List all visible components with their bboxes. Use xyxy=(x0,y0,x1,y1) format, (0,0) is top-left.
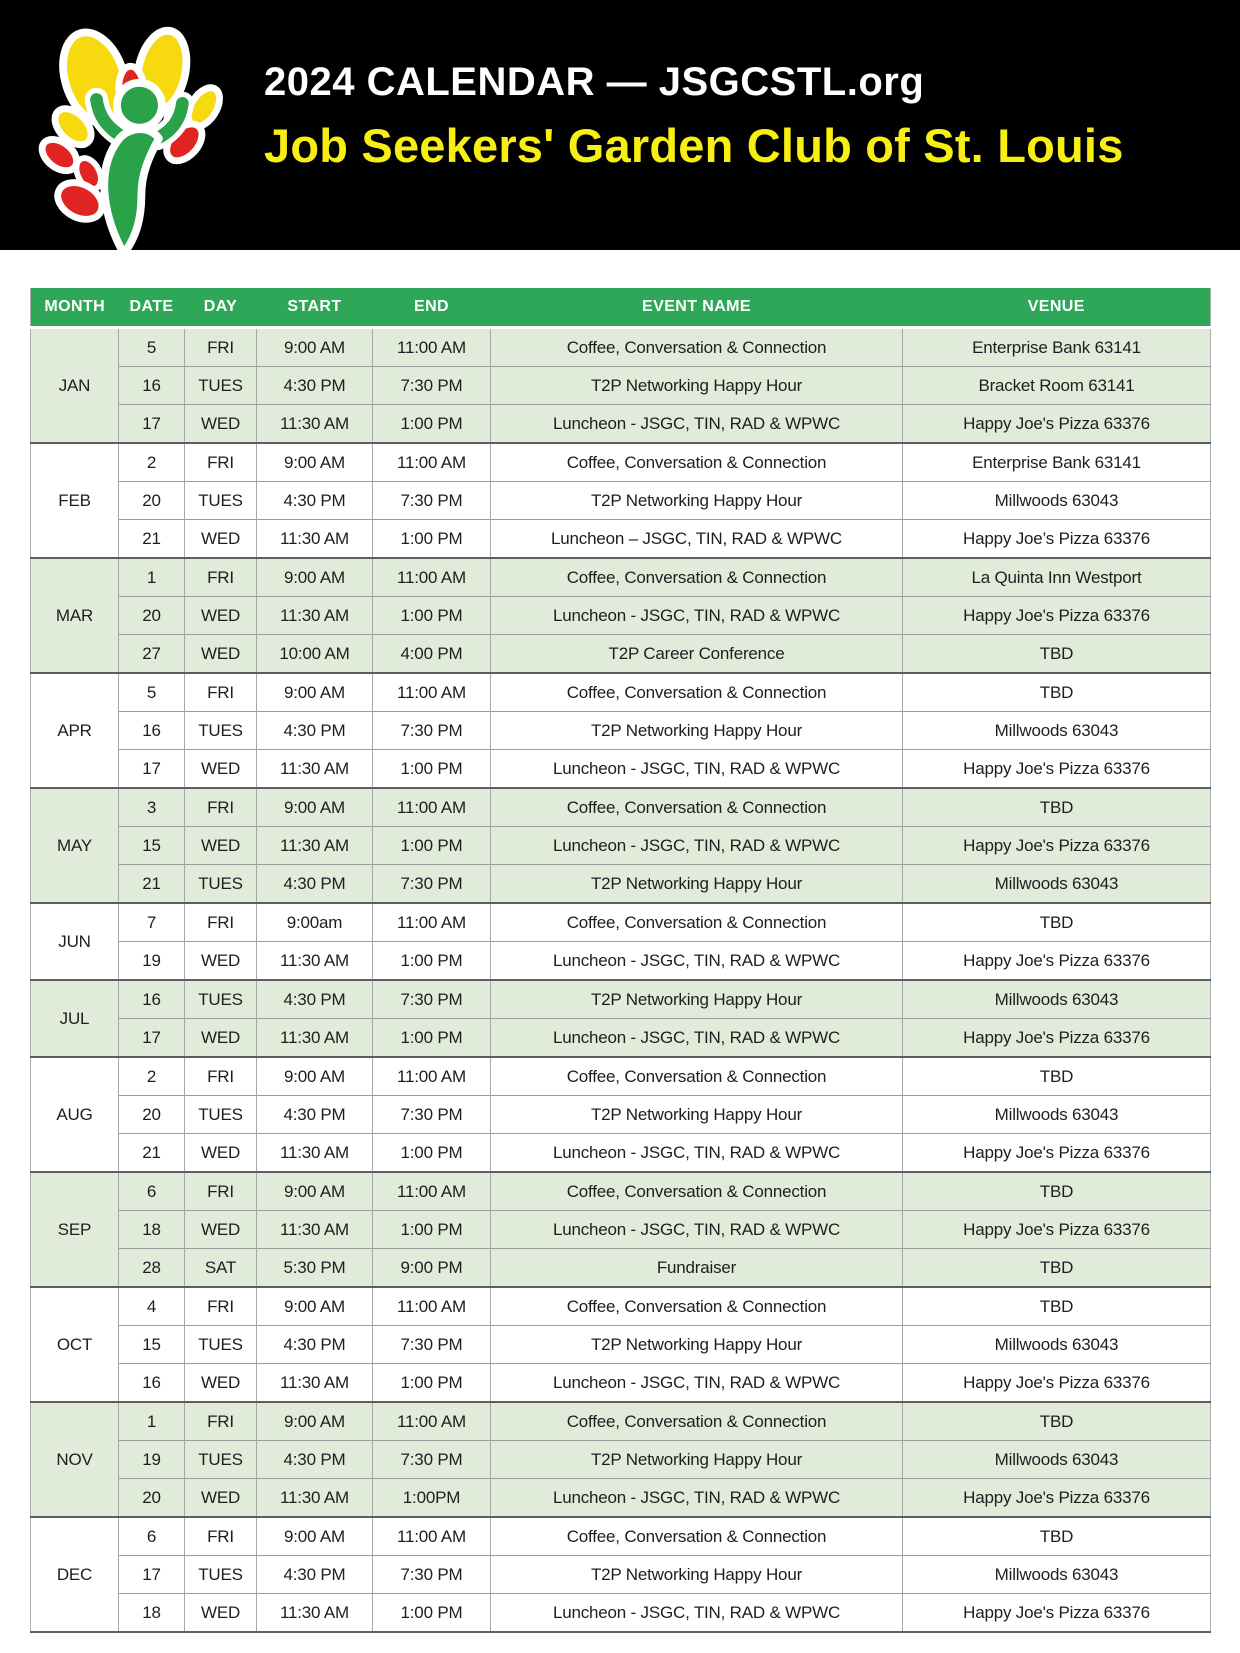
cell-day: FRI xyxy=(185,1172,257,1211)
event-row xyxy=(31,712,1211,750)
cell-venue: TBD xyxy=(903,903,1211,942)
cell-start: 11:30 AM xyxy=(257,1134,373,1173)
cell-end: 11:00 AM xyxy=(373,558,491,597)
cell-date: 17 xyxy=(119,1556,185,1594)
month-cell: MAR xyxy=(31,558,119,673)
col-header-event-name: EVENT NAME xyxy=(491,288,903,328)
banner-text xyxy=(264,60,1124,172)
cell-event: Coffee, Conversation & Connection xyxy=(491,1172,903,1211)
cell-event: Coffee, Conversation & Connection xyxy=(491,558,903,597)
cell-start: 11:30 AM xyxy=(257,750,373,789)
cell-date: 17 xyxy=(119,405,185,444)
cell-end: 1:00 PM xyxy=(373,1594,491,1633)
cell-event: Luncheon - JSGC, TIN, RAD & WPWC xyxy=(491,827,903,865)
cell-event: Coffee, Conversation & Connection xyxy=(491,328,903,367)
cell-start: 5:30 PM xyxy=(257,1249,373,1288)
cell-date: 7 xyxy=(119,903,185,942)
cell-day: FRI xyxy=(185,558,257,597)
cell-date: 18 xyxy=(119,1594,185,1633)
cell-event: Coffee, Conversation & Connection xyxy=(491,903,903,942)
cell-day: FRI xyxy=(185,1402,257,1441)
cell-venue: TBD xyxy=(903,1172,1211,1211)
cell-end: 11:00 AM xyxy=(373,788,491,827)
cell-end: 11:00 AM xyxy=(373,1057,491,1096)
cell-venue: TBD xyxy=(903,1057,1211,1096)
cell-day: WED xyxy=(185,750,257,789)
cell-start: 4:30 PM xyxy=(257,865,373,904)
cell-date: 20 xyxy=(119,1096,185,1134)
cell-event: T2P Networking Happy Hour xyxy=(491,1556,903,1594)
month-cell: JAN xyxy=(31,328,119,444)
page-subtitle: Job Seekers' Garden Club of St. Louis xyxy=(264,119,1124,172)
cell-venue: TBD xyxy=(903,1402,1211,1441)
cell-day: WED xyxy=(185,827,257,865)
cell-day: FRI xyxy=(185,1517,257,1556)
cell-venue: Happy Joe's Pizza 63376 xyxy=(903,1211,1211,1249)
cell-event: T2P Networking Happy Hour xyxy=(491,1096,903,1134)
month-cell: JUN xyxy=(31,903,119,980)
cell-date: 16 xyxy=(119,1364,185,1403)
cell-date: 18 xyxy=(119,1211,185,1249)
cell-end: 1:00 PM xyxy=(373,750,491,789)
cell-start: 11:30 AM xyxy=(257,597,373,635)
cell-date: 6 xyxy=(119,1172,185,1211)
cell-end: 1:00 PM xyxy=(373,405,491,444)
cell-venue: Happy Joe’s Pizza 63376 xyxy=(903,520,1211,559)
page-title: 2024 CALENDAR — JSGCSTL.org xyxy=(264,60,925,104)
cell-start: 9:00 AM xyxy=(257,788,373,827)
cell-start: 4:30 PM xyxy=(257,1096,373,1134)
cell-start: 9:00 AM xyxy=(257,443,373,482)
cell-date: 15 xyxy=(119,827,185,865)
cell-venue: TBD xyxy=(903,1517,1211,1556)
cell-start: 10:00 AM xyxy=(257,635,373,674)
cell-venue: Happy Joe's Pizza 63376 xyxy=(903,1019,1211,1058)
banner xyxy=(0,0,1240,250)
cell-start: 11:30 AM xyxy=(257,520,373,559)
event-row xyxy=(31,865,1211,904)
event-row xyxy=(31,1364,1211,1403)
cell-end: 1:00 PM xyxy=(373,1134,491,1173)
cell-day: FRI xyxy=(185,1057,257,1096)
cell-date: 19 xyxy=(119,942,185,981)
cell-day: TUES xyxy=(185,482,257,520)
event-row xyxy=(31,1019,1211,1058)
cell-end: 11:00 AM xyxy=(373,1287,491,1326)
cell-event: Coffee, Conversation & Connection xyxy=(491,1057,903,1096)
cell-end: 7:30 PM xyxy=(373,1326,491,1364)
cell-day: WED xyxy=(185,1364,257,1403)
cell-end: 1:00 PM xyxy=(373,1019,491,1058)
event-row xyxy=(31,1517,1211,1556)
event-row xyxy=(31,1479,1211,1518)
cell-day: FRI xyxy=(185,1287,257,1326)
cell-end: 1:00PM xyxy=(373,1479,491,1518)
cell-venue: Millwoods 63043 xyxy=(903,865,1211,904)
cell-date: 5 xyxy=(119,673,185,712)
cell-venue: Millwoods 63043 xyxy=(903,1556,1211,1594)
month-cell: FEB xyxy=(31,443,119,558)
cell-day: WED xyxy=(185,942,257,981)
cell-event: Luncheon - JSGC, TIN, RAD & WPWC xyxy=(491,1211,903,1249)
cell-event: Coffee, Conversation & Connection xyxy=(491,673,903,712)
cell-day: SAT xyxy=(185,1249,257,1288)
cell-date: 2 xyxy=(119,1057,185,1096)
cell-event: Luncheon - JSGC, TIN, RAD & WPWC xyxy=(491,1479,903,1518)
cell-day: WED xyxy=(185,1479,257,1518)
event-row xyxy=(31,443,1211,482)
cell-date: 21 xyxy=(119,520,185,559)
month-cell: OCT xyxy=(31,1287,119,1402)
cell-day: TUES xyxy=(185,367,257,405)
cell-venue: Millwoods 63043 xyxy=(903,1441,1211,1479)
cell-event: T2P Career Conference xyxy=(491,635,903,674)
cell-start: 4:30 PM xyxy=(257,712,373,750)
cell-end: 11:00 AM xyxy=(373,1517,491,1556)
event-row xyxy=(31,1402,1211,1441)
cell-event: Luncheon - JSGC, TIN, RAD & WPWC xyxy=(491,942,903,981)
cell-venue: Millwoods 63043 xyxy=(903,482,1211,520)
cell-venue: Enterprise Bank 63141 xyxy=(903,328,1211,367)
cell-end: 7:30 PM xyxy=(373,367,491,405)
event-row xyxy=(31,1172,1211,1211)
cell-date: 19 xyxy=(119,1441,185,1479)
col-header-venue: VENUE xyxy=(903,288,1211,328)
month-cell: NOV xyxy=(31,1402,119,1517)
event-row xyxy=(31,367,1211,405)
month-cell: JUL xyxy=(31,980,119,1057)
cell-end: 1:00 PM xyxy=(373,597,491,635)
cell-event: Coffee, Conversation & Connection xyxy=(491,443,903,482)
cell-date: 20 xyxy=(119,1479,185,1518)
cell-venue: TBD xyxy=(903,788,1211,827)
cell-event: Coffee, Conversation & Connection xyxy=(491,1402,903,1441)
cell-venue: Happy Joe's Pizza 63376 xyxy=(903,1134,1211,1173)
event-row xyxy=(31,750,1211,789)
col-header-end: END xyxy=(373,288,491,328)
cell-end: 7:30 PM xyxy=(373,482,491,520)
cell-day: WED xyxy=(185,1211,257,1249)
cell-start: 9:00 AM xyxy=(257,1402,373,1441)
cell-start: 4:30 PM xyxy=(257,482,373,520)
cell-day: WED xyxy=(185,635,257,674)
cell-venue: Happy Joe's Pizza 63376 xyxy=(903,827,1211,865)
cell-start: 11:30 AM xyxy=(257,1211,373,1249)
cell-venue: Millwoods 63043 xyxy=(903,712,1211,750)
cell-start: 11:30 AM xyxy=(257,1019,373,1058)
cell-event: T2P Networking Happy Hour xyxy=(491,482,903,520)
cell-date: 21 xyxy=(119,1134,185,1173)
cell-end: 7:30 PM xyxy=(373,1556,491,1594)
cell-event: Coffee, Conversation & Connection xyxy=(491,788,903,827)
cell-day: TUES xyxy=(185,1326,257,1364)
cell-date: 28 xyxy=(119,1249,185,1288)
cell-event: Fundraiser xyxy=(491,1249,903,1288)
cell-end: 7:30 PM xyxy=(373,712,491,750)
cell-start: 9:00 AM xyxy=(257,673,373,712)
cell-event: Coffee, Conversation & Connection xyxy=(491,1287,903,1326)
event-row xyxy=(31,635,1211,674)
cell-day: TUES xyxy=(185,1556,257,1594)
cell-event: Luncheon - JSGC, TIN, RAD & WPWC xyxy=(491,597,903,635)
cell-venue: TBD xyxy=(903,1287,1211,1326)
cell-day: FRI xyxy=(185,903,257,942)
event-row xyxy=(31,405,1211,444)
cell-venue: Millwoods 63043 xyxy=(903,1326,1211,1364)
cell-event: Luncheon - JSGC, TIN, RAD & WPWC xyxy=(491,1364,903,1403)
cell-venue: Millwoods 63043 xyxy=(903,1096,1211,1134)
cell-date: 20 xyxy=(119,482,185,520)
event-row xyxy=(31,520,1211,559)
cell-start: 11:30 AM xyxy=(257,827,373,865)
table-header-row xyxy=(31,288,1211,328)
cell-venue: Happy Joe's Pizza 63376 xyxy=(903,1479,1211,1518)
cell-venue: Happy Joe's Pizza 63376 xyxy=(903,942,1211,981)
cell-date: 15 xyxy=(119,1326,185,1364)
cell-end: 11:00 AM xyxy=(373,443,491,482)
cell-event: T2P Networking Happy Hour xyxy=(491,1441,903,1479)
event-row xyxy=(31,1287,1211,1326)
cell-venue: Millwoods 63043 xyxy=(903,980,1211,1019)
cell-start: 11:30 AM xyxy=(257,405,373,444)
event-row xyxy=(31,1211,1211,1249)
cell-venue: La Quinta Inn Westport xyxy=(903,558,1211,597)
cell-start: 11:30 AM xyxy=(257,942,373,981)
cell-day: WED xyxy=(185,1594,257,1633)
col-header-day: DAY xyxy=(185,288,257,328)
cell-date: 3 xyxy=(119,788,185,827)
cell-date: 17 xyxy=(119,1019,185,1058)
cell-day: TUES xyxy=(185,1441,257,1479)
cell-end: 1:00 PM xyxy=(373,520,491,559)
event-row xyxy=(31,788,1211,827)
event-row xyxy=(31,1556,1211,1594)
event-row xyxy=(31,942,1211,981)
cell-event: T2P Networking Happy Hour xyxy=(491,1326,903,1364)
cell-end: 7:30 PM xyxy=(373,1441,491,1479)
cell-day: WED xyxy=(185,1019,257,1058)
cell-start: 9:00 AM xyxy=(257,1517,373,1556)
cell-date: 16 xyxy=(119,980,185,1019)
cell-start: 11:30 AM xyxy=(257,1479,373,1518)
cell-event: Luncheon – JSGC, TIN, RAD & WPWC xyxy=(491,520,903,559)
event-row xyxy=(31,482,1211,520)
cell-date: 21 xyxy=(119,865,185,904)
month-cell: APR xyxy=(31,673,119,788)
cell-start: 9:00 AM xyxy=(257,328,373,367)
flower-person-logo-icon xyxy=(34,16,239,258)
cell-event: Luncheon - JSGC, TIN, RAD & WPWC xyxy=(491,750,903,789)
cell-venue: Bracket Room 63141 xyxy=(903,367,1211,405)
cell-date: 1 xyxy=(119,558,185,597)
cell-end: 1:00 PM xyxy=(373,1211,491,1249)
cell-venue: TBD xyxy=(903,1249,1211,1288)
calendar-table xyxy=(30,288,1211,1633)
cell-event: Coffee, Conversation & Connection xyxy=(491,1517,903,1556)
event-row xyxy=(31,328,1211,367)
col-header-start: START xyxy=(257,288,373,328)
cell-start: 9:00am xyxy=(257,903,373,942)
cell-event: Luncheon - JSGC, TIN, RAD & WPWC xyxy=(491,1134,903,1173)
event-row xyxy=(31,597,1211,635)
cell-end: 7:30 PM xyxy=(373,865,491,904)
cell-day: TUES xyxy=(185,865,257,904)
cell-start: 4:30 PM xyxy=(257,1326,373,1364)
cell-event: Luncheon - JSGC, TIN, RAD & WPWC xyxy=(491,1019,903,1058)
cell-event: T2P Networking Happy Hour xyxy=(491,865,903,904)
cell-day: FRI xyxy=(185,443,257,482)
cell-start: 4:30 PM xyxy=(257,1556,373,1594)
event-row xyxy=(31,1249,1211,1288)
event-row xyxy=(31,1057,1211,1096)
cell-day: TUES xyxy=(185,1096,257,1134)
month-cell: MAY xyxy=(31,788,119,903)
cell-day: WED xyxy=(185,520,257,559)
month-cell: AUG xyxy=(31,1057,119,1172)
event-row xyxy=(31,673,1211,712)
cell-end: 4:00 PM xyxy=(373,635,491,674)
cell-day: TUES xyxy=(185,980,257,1019)
cell-start: 9:00 AM xyxy=(257,1057,373,1096)
cell-event: T2P Networking Happy Hour xyxy=(491,980,903,1019)
cell-day: FRI xyxy=(185,673,257,712)
event-row xyxy=(31,1326,1211,1364)
cell-start: 9:00 AM xyxy=(257,558,373,597)
cell-date: 5 xyxy=(119,328,185,367)
cell-venue: Happy Joe's Pizza 63376 xyxy=(903,750,1211,789)
cell-venue: TBD xyxy=(903,635,1211,674)
month-cell: DEC xyxy=(31,1517,119,1632)
cell-end: 11:00 AM xyxy=(373,328,491,367)
cell-day: WED xyxy=(185,597,257,635)
cell-start: 4:30 PM xyxy=(257,1441,373,1479)
event-row xyxy=(31,1441,1211,1479)
cell-start: 9:00 AM xyxy=(257,1172,373,1211)
cell-day: FRI xyxy=(185,788,257,827)
month-cell: SEP xyxy=(31,1172,119,1287)
event-row xyxy=(31,827,1211,865)
cell-end: 1:00 PM xyxy=(373,942,491,981)
cell-date: 4 xyxy=(119,1287,185,1326)
event-row xyxy=(31,1134,1211,1173)
cell-date: 16 xyxy=(119,712,185,750)
cell-day: WED xyxy=(185,405,257,444)
cell-venue: Happy Joe's Pizza 63376 xyxy=(903,597,1211,635)
cell-venue: Enterprise Bank 63141 xyxy=(903,443,1211,482)
cell-date: 27 xyxy=(119,635,185,674)
cell-event: Luncheon - JSGC, TIN, RAD & WPWC xyxy=(491,1594,903,1633)
cell-venue: Happy Joe's Pizza 63376 xyxy=(903,1364,1211,1403)
col-header-month: MONTH xyxy=(31,288,119,328)
cell-venue: Happy Joe's Pizza 63376 xyxy=(903,405,1211,444)
cell-date: 20 xyxy=(119,597,185,635)
event-row xyxy=(31,903,1211,942)
cell-venue: Happy Joe's Pizza 63376 xyxy=(903,1594,1211,1633)
cell-day: WED xyxy=(185,1134,257,1173)
cell-end: 7:30 PM xyxy=(373,980,491,1019)
cell-start: 11:30 AM xyxy=(257,1594,373,1633)
cell-start: 4:30 PM xyxy=(257,367,373,405)
cell-event: T2P Networking Happy Hour xyxy=(491,712,903,750)
cell-end: 11:00 AM xyxy=(373,673,491,712)
cell-end: 7:30 PM xyxy=(373,1096,491,1134)
cell-start: 11:30 AM xyxy=(257,1364,373,1403)
event-row xyxy=(31,980,1211,1019)
cell-start: 4:30 PM xyxy=(257,980,373,1019)
cell-venue: TBD xyxy=(903,673,1211,712)
cell-day: FRI xyxy=(185,328,257,367)
cell-end: 1:00 PM xyxy=(373,1364,491,1403)
cell-start: 9:00 AM xyxy=(257,1287,373,1326)
cell-date: 6 xyxy=(119,1517,185,1556)
cell-end: 11:00 AM xyxy=(373,903,491,942)
col-header-date: DATE xyxy=(119,288,185,328)
event-row xyxy=(31,1096,1211,1134)
event-row xyxy=(31,558,1211,597)
cell-day: TUES xyxy=(185,712,257,750)
cell-date: 2 xyxy=(119,443,185,482)
cell-date: 1 xyxy=(119,1402,185,1441)
cell-end: 9:00 PM xyxy=(373,1249,491,1288)
event-row xyxy=(31,1594,1211,1633)
cell-event: T2P Networking Happy Hour xyxy=(491,367,903,405)
cell-end: 1:00 PM xyxy=(373,827,491,865)
cell-date: 17 xyxy=(119,750,185,789)
cell-date: 16 xyxy=(119,367,185,405)
calendar-table-wrapper xyxy=(30,288,1210,1633)
cell-event: Luncheon - JSGC, TIN, RAD & WPWC xyxy=(491,405,903,444)
cell-end: 11:00 AM xyxy=(373,1402,491,1441)
cell-end: 11:00 AM xyxy=(373,1172,491,1211)
